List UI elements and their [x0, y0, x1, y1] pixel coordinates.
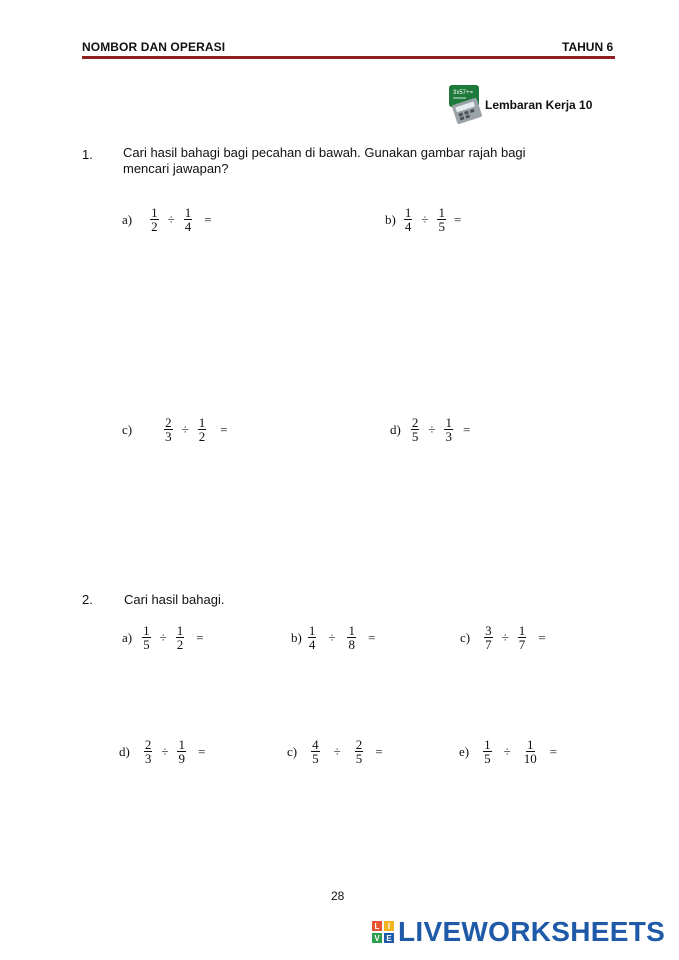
fraction [437, 206, 446, 233]
equals-sign: = [538, 629, 546, 645]
numerator: 4 [312, 737, 319, 752]
fraction [164, 416, 173, 443]
fraction [308, 624, 317, 651]
denominator: 4 [184, 219, 192, 234]
q2-problem-c [460, 624, 546, 651]
fraction [144, 738, 153, 765]
problem-label: d) [119, 743, 130, 759]
fraction [176, 624, 185, 651]
equals-sign: = [367, 629, 376, 645]
denominator: 2 [176, 637, 184, 652]
problem-label: a) [122, 629, 133, 645]
numerator: 1 [151, 205, 158, 220]
header-right-title: TAHUN 6 [562, 40, 614, 54]
q2-problem-e1 [287, 738, 383, 765]
logo-tile: I [384, 921, 394, 931]
denominator: 3 [165, 429, 172, 444]
fraction [184, 206, 193, 233]
denominator: 3 [445, 429, 452, 444]
equals-sign: = [462, 421, 471, 437]
fraction [411, 416, 420, 443]
divide-sign: ÷ [328, 629, 336, 645]
fraction [347, 624, 356, 651]
worksheet-icon [446, 84, 484, 124]
problem-label: e) [459, 743, 470, 759]
divide-sign: ÷ [421, 211, 429, 227]
q2-number: 2. [82, 592, 93, 607]
equals-sign: = [204, 211, 212, 227]
equals-sign: = [375, 743, 383, 759]
liveworksheets-brand[interactable] [372, 918, 665, 946]
denominator: 5 [484, 751, 491, 766]
fraction [355, 738, 364, 765]
logo-tile: E [384, 933, 394, 943]
logo-tile: L [372, 921, 382, 931]
q1-problem-b [385, 206, 461, 233]
numerator: 2 [411, 415, 419, 430]
q2-problem-a [122, 624, 204, 651]
equals-sign: = [453, 211, 462, 227]
problem-label: d) [390, 421, 401, 437]
numerator: 2 [165, 415, 172, 430]
fraction [483, 738, 492, 765]
header-rule [82, 56, 615, 59]
denominator: 5 [411, 429, 419, 444]
divide-sign: ÷ [159, 629, 167, 645]
page-number: 28 [331, 889, 345, 903]
q2-text: Cari hasil bahagi. [124, 592, 225, 607]
problem-label: a) [122, 211, 133, 227]
numerator: 1 [176, 623, 184, 638]
denominator: 7 [518, 637, 526, 652]
denominator: 2 [151, 219, 158, 234]
numerator: 1 [438, 205, 445, 220]
fraction [404, 206, 413, 233]
problem-label: b) [291, 629, 302, 645]
q1-text-line1: Cari hasil bahagi bagi pecahan di bawah. Gunakan gambar rajah bagi [123, 145, 526, 160]
numerator: 1 [518, 623, 526, 638]
fraction [484, 624, 493, 651]
fraction [518, 624, 527, 651]
equals-sign: = [549, 743, 558, 759]
numerator: 1 [143, 623, 150, 638]
fraction [198, 416, 207, 443]
q2-problem-d [119, 738, 205, 765]
numerator: 1 [404, 205, 412, 220]
numerator: 1 [184, 205, 192, 220]
numerator: 1 [348, 623, 355, 638]
denominator: 7 [485, 637, 492, 652]
numerator: 3 [485, 623, 492, 638]
denominator: 5 [312, 751, 319, 766]
denominator: 5 [355, 751, 363, 766]
divide-sign: ÷ [333, 743, 341, 759]
divide-sign: ÷ [167, 211, 175, 227]
problem-label: c) [122, 421, 133, 437]
problem-label: c) [460, 629, 471, 645]
equals-sign: = [220, 421, 228, 437]
divide-sign: ÷ [428, 421, 436, 437]
fraction [177, 738, 186, 765]
fraction [142, 624, 151, 651]
numerator: 1 [308, 623, 316, 638]
denominator: 2 [198, 429, 206, 444]
divide-sign: ÷ [161, 743, 169, 759]
fraction [523, 738, 538, 765]
q2-problem-e2 [459, 738, 557, 765]
denominator: 9 [178, 751, 185, 766]
q2-problem-b [291, 624, 375, 651]
fraction [311, 738, 320, 765]
divide-sign: ÷ [503, 743, 511, 759]
numerator: 1 [527, 737, 534, 752]
denominator: 5 [143, 637, 150, 652]
numerator: 2 [355, 737, 363, 752]
q1-text-line2: mencari jawapan? [123, 161, 229, 176]
header-left-title: NOMBOR DAN OPERASI [82, 40, 226, 54]
numerator: 1 [445, 415, 452, 430]
fraction [150, 206, 159, 233]
q1-problem-c [122, 416, 228, 443]
equals-sign: = [197, 743, 206, 759]
denominator: 4 [404, 219, 412, 234]
denominator: 3 [144, 751, 152, 766]
calculator-board-icon [446, 84, 484, 124]
q1-number: 1. [82, 147, 93, 162]
fraction [444, 416, 453, 443]
worksheet-label: Lembaran Kerja 10 [485, 98, 593, 112]
liveworksheets-logo-icon [372, 921, 394, 943]
equals-sign: = [196, 629, 204, 645]
q1-problem-a [122, 206, 212, 233]
divide-sign: ÷ [501, 629, 509, 645]
problem-label: b) [385, 211, 396, 227]
divide-sign: ÷ [181, 421, 189, 437]
denominator: 10 [523, 751, 537, 766]
denominator: 5 [438, 219, 445, 234]
numerator: 1 [178, 737, 185, 752]
denominator: 4 [308, 637, 316, 652]
numerator: 1 [484, 737, 491, 752]
brand-text: LIVEWORKSHEETS [398, 916, 666, 947]
numerator: 2 [144, 737, 152, 752]
q1-problem-d [390, 416, 470, 443]
worksheet-icon-text: 3x57+= [453, 90, 474, 96]
problem-label: c) [287, 743, 298, 759]
numerator: 1 [198, 415, 206, 430]
denominator: 8 [348, 637, 355, 652]
logo-tile: V [372, 933, 382, 943]
